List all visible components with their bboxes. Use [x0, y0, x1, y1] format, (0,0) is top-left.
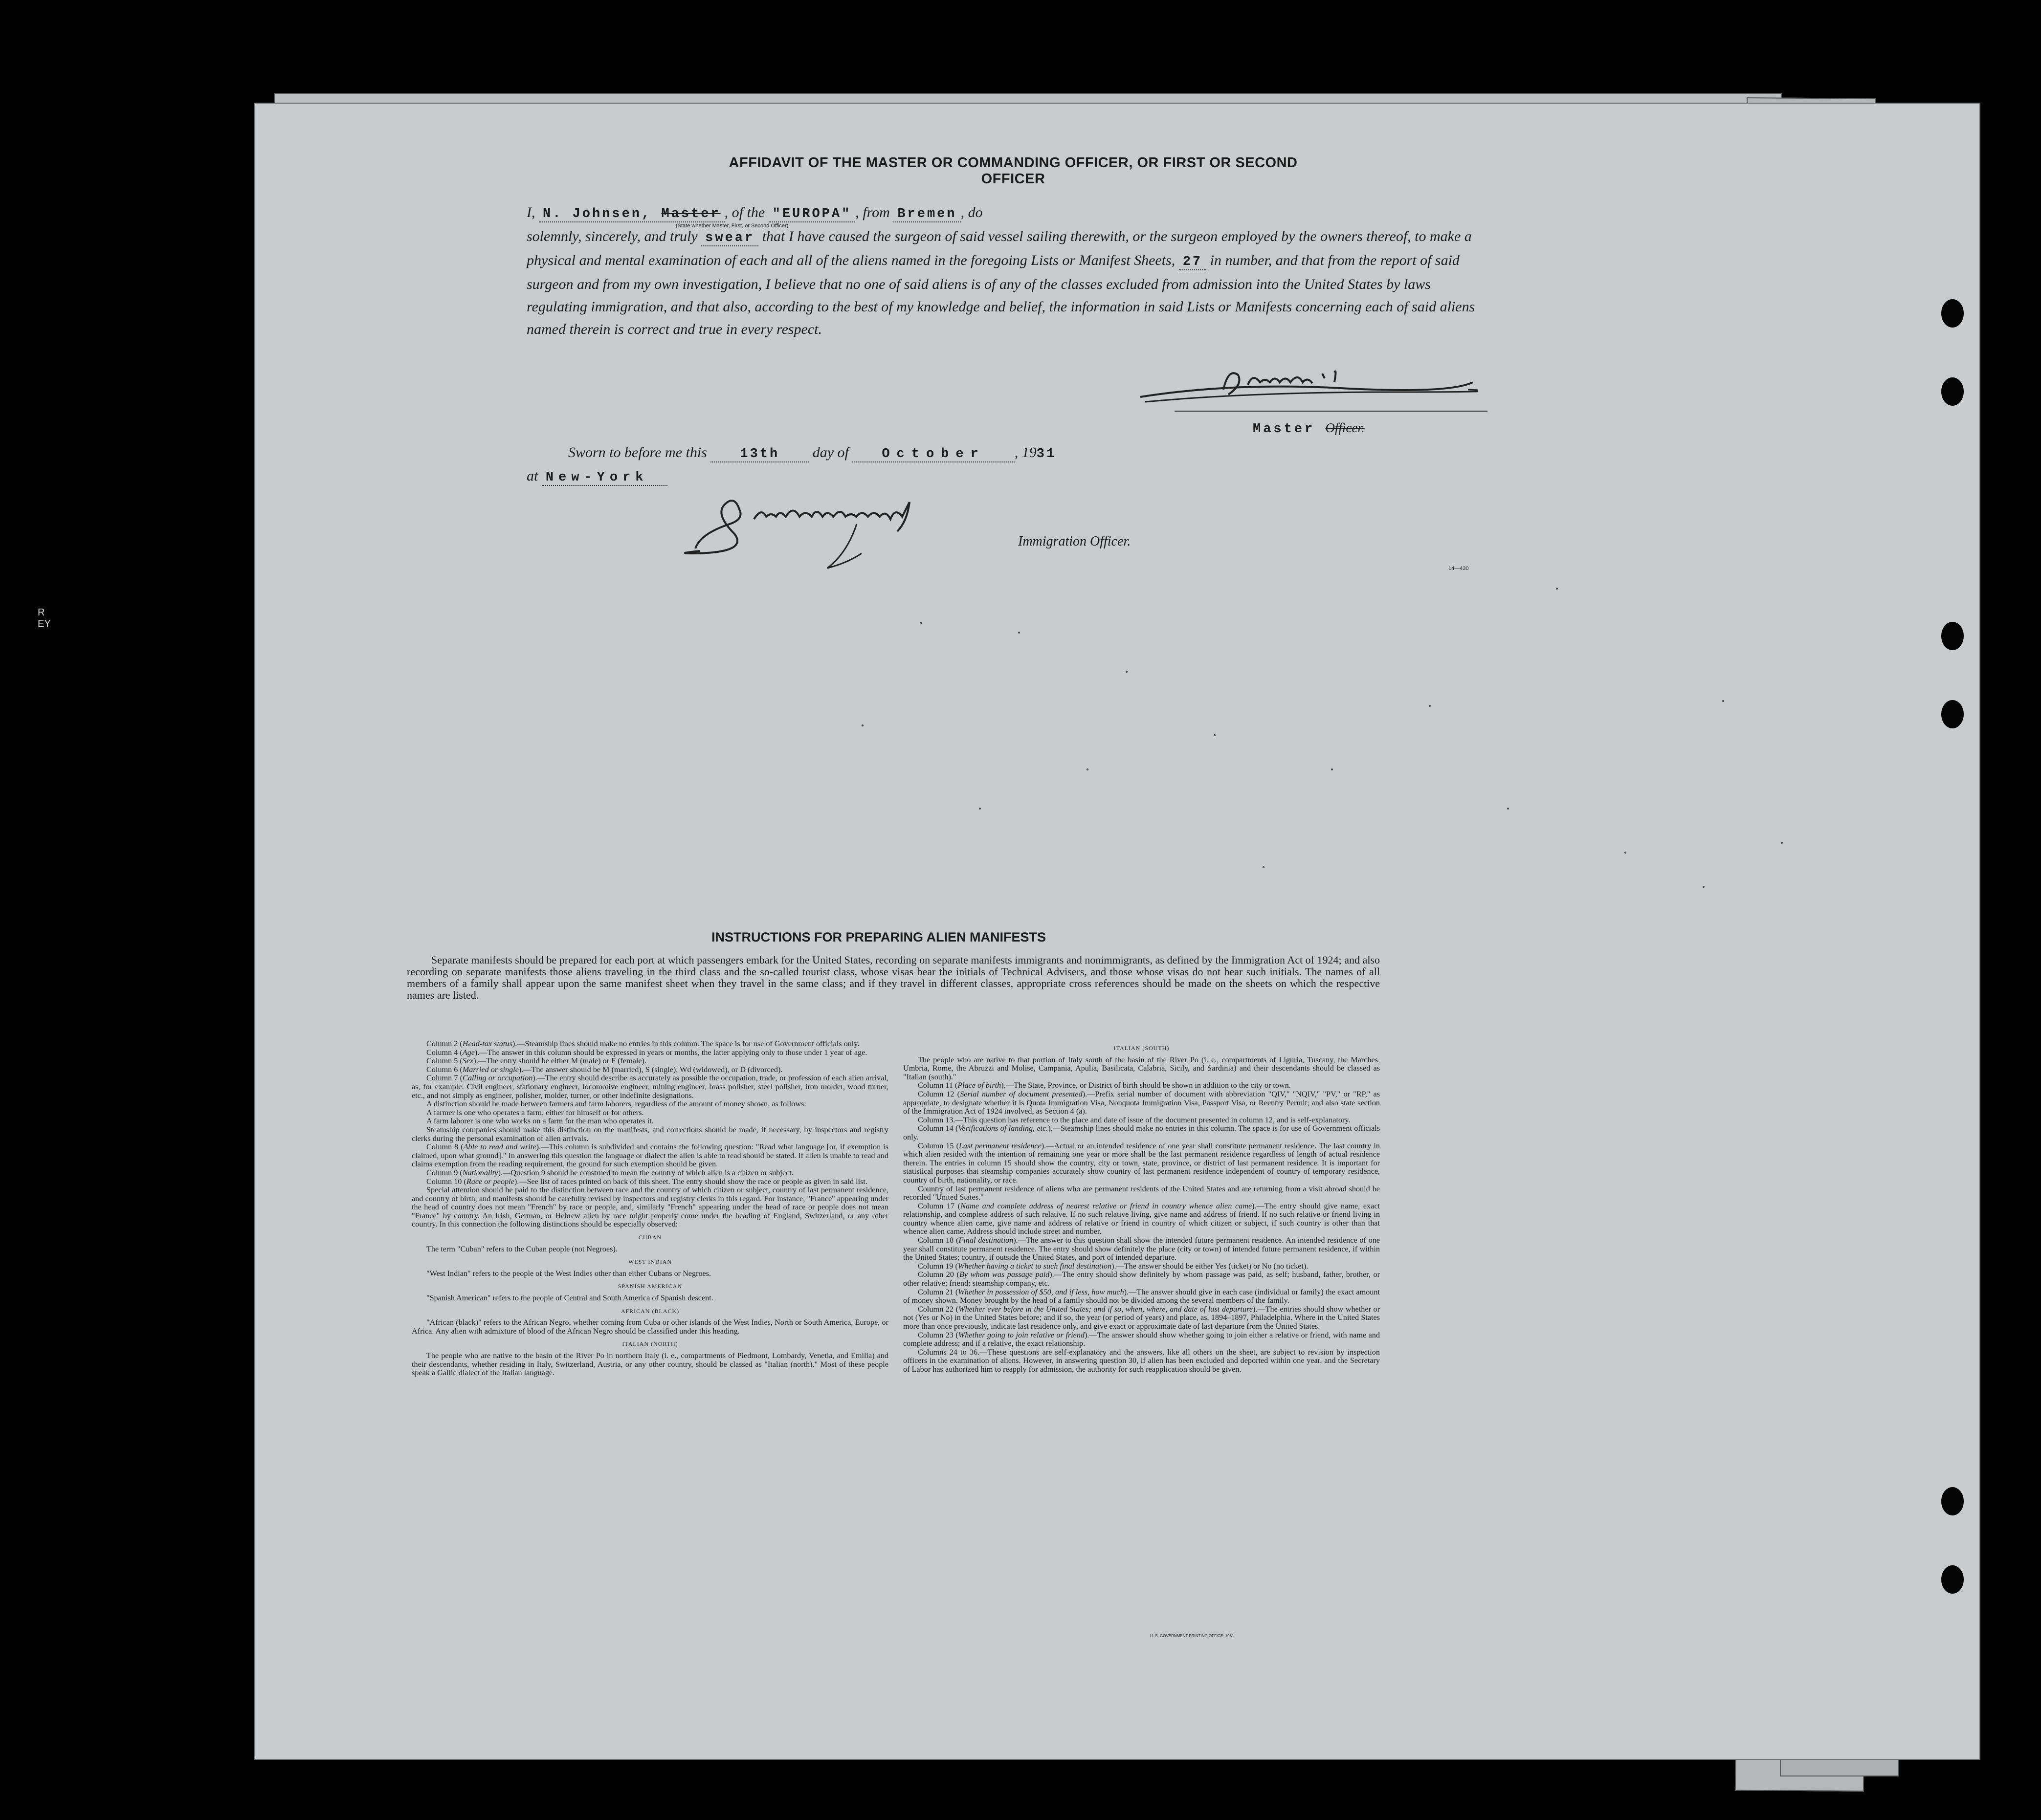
instruction-paragraph: [903, 1305, 1380, 1331]
side-mark: EY: [38, 618, 51, 629]
instruction-text: ).—The State, Province, or District of birth should be shown in addition to the city or town.: [1001, 1081, 1291, 1090]
rank-note: (State whether Master, First, or Second Officer): [676, 223, 789, 229]
column-subject: Sex: [462, 1056, 474, 1066]
column-subject: Head-tax status: [462, 1039, 512, 1048]
instruction-text: A distinction should be made between farmers and farm laborers, regardless of the amount of money shown, as follows:: [426, 1099, 806, 1109]
instruction-text: ).—The entry should give name, exact relationship, and complete address of such relative. If no such relative living, give name and address of friend. If no such relative or friend living in country whence alien came, give name and address of relative or friend in country of which citizen or subject, if such country is other than that whence alien came. Address should include street and number.: [903, 1201, 1380, 1236]
instruction-paragraph: [412, 1169, 888, 1178]
affidavit-text: in number, and that from the report of said surgeon and from my own investigation, I believe that no one of said aliens is of any of the classes excluded from admission into the United States by laws regulating immigration, and that also, according to the best of my knowledge and belief, the information in said Lists or Manifests concerning each of said aliens named therein is correct and true in every respect.: [527, 252, 1475, 337]
instruction-paragraph: [903, 1124, 1380, 1141]
column-subject: Final destination: [958, 1236, 1014, 1245]
column-subject: Whether in possession of $50, and if less, how much: [958, 1287, 1124, 1296]
instruction-paragraph: [903, 1288, 1380, 1305]
sworn-place: New-York: [542, 470, 668, 486]
instruction-text: Country of last permanent residence of aliens who are permanent residents of the United States and are returning from a visit abroad should be recorded "United States.": [903, 1184, 1380, 1202]
instruction-paragraph: [903, 1081, 1380, 1090]
officer-struck: Officer.: [1325, 420, 1365, 435]
affidavit-text: , from: [855, 204, 890, 220]
instruction-paragraph: [903, 1348, 1380, 1374]
instruction-paragraph: [903, 1056, 1380, 1082]
instruction-text: ).—The answer should be M (married), S (single), Wd (widowed), or D (divorced).: [518, 1065, 783, 1074]
affidavit-body: [527, 201, 1485, 341]
departure-port: Bremen: [893, 207, 960, 222]
instruction-paragraph: [903, 1262, 1380, 1271]
instruction-paragraph: [412, 1049, 888, 1057]
column-subject: Place of birth: [957, 1081, 1001, 1090]
sworn-text: Sworn to before me this: [568, 444, 707, 460]
affidavit-text: that I have caused the surgeon of said vessel sailing therewith, or the surgeon employed by the owners thereof, to make a physical and mental examination of each and all of the aliens named in the foregoing Lists or Manifest Sheets,: [527, 228, 1472, 268]
instructions-title: INSTRUCTIONS FOR PREPARING ALIEN MANIFESTS: [711, 930, 1046, 944]
column-subject: Name and complete address of nearest relative or friend in country whence alien came: [960, 1201, 1252, 1210]
signature-line: [1175, 411, 1487, 412]
instruction-text: ).—The entries should show whether or not (Yes or No) in the United States before; and if so, the year (or period of years) and place, as, 1894–1897, Philadelphia. Where in the United States more than once previously, indicate last residence only, and give exact or approximate date of last departure from the United States.: [903, 1304, 1380, 1331]
master-label: Master: [1253, 422, 1315, 437]
group-heading: WEST INDIAN: [628, 1258, 672, 1266]
column-subject: Nationality: [462, 1168, 498, 1177]
instruction-text: ).—The entry should show definitely by whom passage was paid, as self; husband, father, brother, or other relative; friend; steamship company, etc.: [903, 1270, 1380, 1288]
instruction-paragraph: [903, 1185, 1380, 1202]
column-ref: Column 4 (: [426, 1048, 463, 1057]
affidavit-text: solemnly, sincerely, and truly: [527, 228, 698, 244]
master-name: [539, 207, 725, 222]
column-ref: Column 21 (: [918, 1287, 958, 1296]
instruction-paragraph: [412, 1074, 888, 1100]
left-paragraphs: [412, 1040, 888, 1229]
sworn-line: [568, 441, 1056, 466]
column-ref: Column 12 (: [918, 1089, 960, 1098]
instruction-text: ).—See list of races printed on back of this sheet. The entry should show the race or people as given in said list.: [514, 1177, 867, 1186]
column-ref: Column 8 (: [426, 1142, 464, 1152]
group-text: "West Indian" refers to the people of the West Indies other than either Cubans or Negroes.: [426, 1269, 711, 1278]
right-paragraphs: [903, 1056, 1380, 1374]
group-heading: ITALIAN (SOUTH): [1113, 1045, 1170, 1052]
affidavit-text: , do: [960, 204, 983, 220]
printer-imprint: U. S. GOVERNMENT PRINTING OFFICE: 1931: [1150, 1634, 1234, 1638]
instruction-text: ).—The entry should be either M (male) or F (female).: [473, 1056, 646, 1066]
sworn-day: 13th: [710, 447, 809, 462]
race-groups: [412, 1233, 888, 1378]
instruction-text: ).—Question 9 should be construed to mean the country of which alien is a citizen or subject.: [498, 1168, 794, 1177]
column-subject: Married or single: [462, 1065, 519, 1074]
signer-title: [1253, 420, 1365, 437]
column-ref: Column 20 (: [918, 1270, 959, 1279]
binder-hole: [1941, 299, 1964, 328]
instructions-intro: Separate manifests should be prepared for each port at which passengers embark for the United States, recording on separate manifests immigrants and nonimmigrants, as defined by the Immigration Act of 1924; and also recording on separate manifests those aliens traveling in the third class and the so-called tourist class, whose visas bear the initials of Technical Advisers, and those whose visas do not bear such initials. The names of all members of a family shall appear upon the same manifest sheet when they travel in the same class; and if they travel in different classes, appropriate cross references should be made on the sheets on which the respective names are listed.: [407, 954, 1380, 1001]
instruction-text: ).—The answer should be either Yes (ticket) or No (no ticket).: [1111, 1261, 1309, 1271]
instruction-paragraph: [903, 1202, 1380, 1236]
binder-hole: [1941, 1487, 1964, 1515]
side-marks: [38, 607, 51, 630]
sworn-text: at: [527, 468, 538, 484]
column-ref: Column 9 (: [426, 1168, 463, 1177]
instruction-text: Column 13.—This question has reference to the place and date of issue of the document presented in column 12, and is self-explanatory.: [918, 1115, 1351, 1124]
column-ref: Column 22 (: [918, 1304, 958, 1314]
instruction-paragraph: [903, 1271, 1380, 1288]
column-ref: Column 19 (: [918, 1261, 958, 1271]
instruction-text: ).—Steamship lines should make no entries in this column. The space is for use of Government officials only.: [903, 1124, 1380, 1141]
instruction-text: ).—Actual or an intended residence of one year shall constitute permanent residence. The last country in which alien resided with the intention of remaining one year or more shall be the last permanent residence regardless of length of actual residence therein. The entries in column 15 should show the country, city or town, state, province, or district of last permanent residence. It is important for statistical purposes that steamship companies accurately show country of last permanent residence independent of country of temporary residence, country of birth, nationality, or race.: [903, 1141, 1380, 1184]
column-ref: Column 11 (: [918, 1081, 958, 1090]
column-subject: Age: [462, 1048, 475, 1057]
sworn-text: day of: [812, 444, 849, 460]
instruction-text: Columns 24 to 36.—These questions are self-explanatory and the answers, like all others on the sheet, are subject to revision by inspection officers in the examination of aliens. However, in answering question 30, if alien has been excluded and deported within one year, and the Secretary of Labor has authorized him to reapply for admission, the authority for such reapplication should be given.: [903, 1347, 1380, 1374]
column-ref: Column 23 (: [918, 1330, 958, 1339]
instruction-text: ).—This column is subdivided and contains the following question: "Read what language [or, if exemption is claimed, upon what ground]." In answering this question the language or dialect the alien is able to read should be stated. If alien is unable to read and claims exemption from the reading requirement, the ground for such exemption should be given.: [412, 1142, 888, 1169]
column-ref: Column 2 (: [426, 1039, 463, 1048]
form-number: 14—430: [1448, 566, 1469, 571]
column-ref: Column 14 (: [918, 1124, 958, 1133]
group-heading: ITALIAN (NORTH): [622, 1340, 678, 1348]
binder-hole: [1941, 377, 1964, 406]
instruction-text: A farmer is one who operates a farm, either for himself or for others.: [426, 1108, 644, 1117]
instruction-text: ).—The answer in this column should be expressed in years or months, the latter applying only to those under 1 year of age.: [474, 1048, 867, 1057]
instructions-left-column: [412, 1040, 888, 1378]
master-name-value: N. Johnsen,: [543, 207, 652, 221]
column-ref: Column 5 (: [426, 1056, 463, 1066]
column-subject: Able to read and write: [463, 1142, 536, 1152]
instruction-paragraph: [412, 1143, 888, 1169]
column-subject: Whether going to join relative or friend: [958, 1330, 1085, 1339]
group-text: "African (black)" refers to the African Negro, whether coming from Cuba or other islands of the West Indies, North or South America, Europe, or Africa. Any alien with admixture of blood of the African Negro should be classified under this heading.: [412, 1318, 888, 1336]
instruction-paragraph: [903, 1331, 1380, 1348]
column-subject: Whether ever before in the United States; and if so, when, where, and date of last departure: [958, 1304, 1253, 1314]
group-text: "Spanish American" refers to the people of Central and South America of Spanish descent.: [426, 1294, 713, 1303]
side-mark: R: [38, 607, 45, 618]
instruction-text: ).—The answer to this question shall show the intended future permanent residence. An intended residence of one year shall constitute permanent residence. The entry should show definitely the place (city or town) of intended future permanent residence, if within the United States; country, if outside the United States, and port of intended departure.: [903, 1236, 1380, 1262]
instruction-paragraph: [903, 1116, 1380, 1125]
instruction-text: The people who are native to that portion of Italy south of the basin of the River Po (i. e., compartments of Liguria, Tuscany, the Marches, Umbria, Rome, the Abruzzi and Molise, Campania, Apulia, Basilicata, Calabria, Sicily, and Sardinia) and their descendants should be classed as "Italian (south).": [903, 1055, 1380, 1081]
instruction-paragraph: [412, 1040, 888, 1049]
sworn-place-line: [527, 468, 667, 485]
column-subject: Last permanent residence: [958, 1141, 1042, 1150]
instruction-paragraph: [412, 1057, 888, 1066]
affidavit-text: , of the: [724, 204, 765, 220]
sworn-month: October: [852, 447, 1014, 462]
master-signature: [1135, 363, 1478, 417]
column-subject: Whether having a ticket to such final destination: [957, 1261, 1112, 1271]
officer-signature: [671, 480, 1023, 578]
instruction-text: ).—The answer should show whether going to join either a relative or friend, with name and complete address; and if a relative, the exact relationship.: [903, 1330, 1380, 1348]
affidavit-text: I,: [527, 204, 535, 220]
instruction-text: Steamship companies should make this distinction on the manifests, and corrections should be made, if necessary, by inspectors and registry clerks during the personal examination of alien arrivals.: [412, 1125, 888, 1143]
group-text: The people who are native to the basin of the River Po in northern Italy (i. e., compartments of Piedmont, Lombardy, Venetia, and Emilia) and their descendants, whether residing in Italy, Switzerland, Austria, or any other country, should be classed as "Italian (north)." Most of these people speak a Gallic dialect of the Italian language.: [412, 1351, 888, 1378]
instruction-paragraph: [903, 1142, 1380, 1185]
instruction-text: A farm laborer is one who works on a farm for the man who operates it.: [426, 1117, 654, 1126]
instruction-paragraph: [412, 1100, 888, 1109]
column-ref: Column 17 (: [918, 1201, 961, 1210]
sworn-text: , 19: [1014, 444, 1037, 460]
sheet-count: 27: [1179, 255, 1206, 270]
group-text: The term "Cuban" refers to the Cuban people (not Negroes).: [426, 1244, 618, 1253]
instruction-paragraph: [412, 1126, 888, 1143]
affidavit-title: AFFIDAVIT OF THE MASTER OR COMMANDING OFFICER, OR FIRST OR SECOND OFFICER: [729, 155, 1298, 187]
instruction-paragraph: [903, 1236, 1380, 1262]
vessel-name: "EUROPA": [769, 207, 856, 222]
binder-hole: [1941, 1565, 1964, 1594]
column-subject: Calling or occupation: [463, 1074, 533, 1083]
column-ref: Column 15 (: [918, 1141, 959, 1150]
column-ref: Column 7 (: [426, 1074, 463, 1083]
group-heading: SPANISH AMERICAN: [618, 1283, 683, 1290]
instruction-paragraph: [412, 1178, 888, 1186]
instructions-right-column: [903, 1040, 1380, 1374]
oath-word: swear: [701, 231, 758, 246]
group-heading: AFRICAN (BLACK): [621, 1307, 680, 1315]
binder-hole: [1941, 622, 1964, 650]
column-ref: Column 10 (: [426, 1177, 466, 1186]
manifest-page: [38, 103, 1980, 1760]
instruction-text: ).—Prefix serial number of document with abbreviation "QIV," "NQIV," "PV," or "RP," as appropriate, to designate whether it is Quota Immigration Visa, Nonquota Immigration Visa, Passport Visa, or Reentry Permit; and also state section of the Immigration Act of 1924 involved, as Section 4 (a).: [903, 1089, 1380, 1116]
column-subject: Serial number of document presented: [960, 1089, 1083, 1098]
officer-title: Immigration Officer.: [1018, 534, 1131, 549]
instruction-text: ).—The answer should give in each case (individual or family) the exact amount of money shown. Money brought by the head of a family should not be divided among the several members of the family.: [903, 1287, 1380, 1305]
instruction-text: ).—The entry should describe as accurately as possible the occupation, trade, or profession of each alien arrival, as, for example: Civil engineer, stationary engineer, locomotive engineer, mining engineer, brass polisher, steel polisher, iron molder, wood turner, etc., and not simply as engineer, polisher, molder, turner, or other indefinite designations.: [412, 1074, 888, 1100]
instruction-paragraph: [412, 1117, 888, 1126]
binder-hole: [1941, 700, 1964, 728]
instruction-paragraph: [412, 1066, 888, 1074]
instruction-paragraph: [412, 1186, 888, 1229]
instruction-text: Special attention should be paid to the distinction between race and the country of which citizen or subject, country of last permanent residence, and country of birth, and manifests should be carefully revised by inspectors and registry clerks in this regard. For instance, "France" appearing under the head of country does not mean "French" by race or people, and, similarly "French" appearing under the head of race or people does not mean "France" by country. An Irish, German, or Hebrew alien by race might properly come under the heading of England, Switzerland, or any other country. In this connection the following distinctions should be especially observed:: [412, 1185, 888, 1229]
column-ref: Column 18 (: [918, 1236, 959, 1245]
sworn-year: 31: [1036, 447, 1057, 461]
instruction-paragraph: [412, 1109, 888, 1118]
column-subject: Race or people: [466, 1177, 514, 1186]
column-subject: Verifications of landing, etc.: [958, 1124, 1048, 1133]
column-subject: By whom was passage paid: [959, 1270, 1050, 1279]
rank-struck: Master: [661, 207, 721, 221]
instruction-text: ).—Steamship lines should make no entries in this column. The space is for use of Government officials only.: [512, 1039, 860, 1048]
column-ref: Column 6 (: [426, 1065, 463, 1074]
group-heading: CUBAN: [638, 1234, 662, 1241]
instruction-paragraph: [903, 1090, 1380, 1116]
